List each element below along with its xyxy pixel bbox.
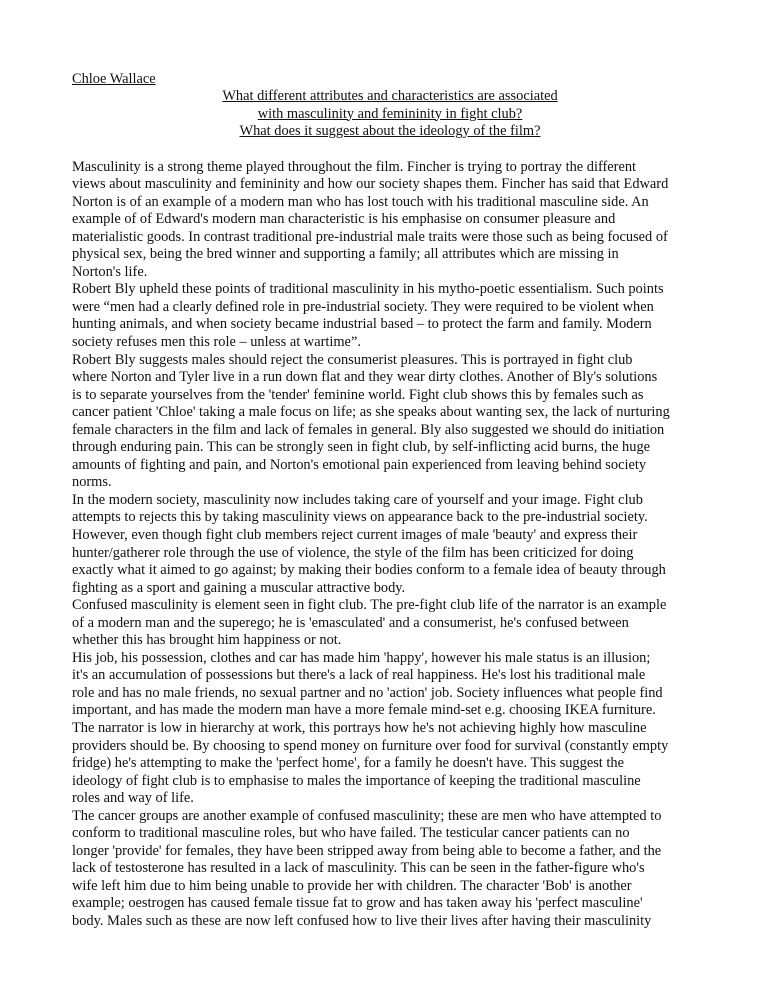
body-text-line: body. Males such as these are now left confused how to live their lives after having their masculinity bbox=[72, 913, 652, 930]
body-text-line: female characters in the film and lack of females in general. Bly also suggested we should do initiation bbox=[72, 421, 665, 438]
body-text-line: were “men had a clearly defined role in pre-industrial society. They were required to be violent when bbox=[72, 298, 654, 315]
body-text-line: society refuses men this role – unless at wartime”. bbox=[72, 333, 361, 350]
body-text-line: through enduring pain. This can be strongly seen in fight club, by self-inflicting acid burns, the huge bbox=[72, 439, 651, 456]
body-text-line: role and has no male friends, no sexual partner and no 'action' job. Society influences what people find bbox=[72, 684, 663, 701]
essay-question bbox=[72, 88, 702, 141]
essay-body bbox=[72, 159, 702, 931]
body-text-line: longer 'provide' for females, they have been stripped away from being able to become a father, and the bbox=[72, 842, 662, 859]
body-text-line: example of of Edward's modern man characteristic is his emphasise on consumer pleasure and bbox=[72, 211, 616, 228]
body-text-line: materialistic goods. In contrast traditional pre-industrial male traits were those such as being focused of bbox=[72, 228, 668, 245]
body-text-line: However, even though fight club members reject current images of male 'beauty' and express their bbox=[72, 526, 638, 543]
body-text-line: example; oestrogen has caused female tissue fat to grow and has taken away his 'perfect masculine' bbox=[72, 895, 643, 912]
body-text-line: ideology of fight club is to emphasise to males the importance of keeping the traditional masculine bbox=[72, 772, 641, 789]
body-text-line: hunting animals, and when society became industrial based – to protect the farm and family. Modern bbox=[72, 316, 652, 333]
body-text-line: roles and way of life. bbox=[72, 790, 194, 807]
body-text-line: hunter/gatherer role through the use of violence, the style of the film has been criticized for doing bbox=[72, 544, 634, 561]
body-text-line: physical sex, being the bred winner and supporting a family; all attributes which are missing in bbox=[72, 246, 619, 263]
document-page bbox=[72, 70, 702, 931]
body-text-line: lack of testosterone has resulted in a lack of masculinity. This can be seen in the father-figure who's bbox=[72, 860, 645, 877]
body-text-line: exactly what it aimed to go against; by making their bodies conform to a female idea of beauty through bbox=[72, 562, 666, 579]
body-text-line: Norton is of an example of a modern man who has lost touch with his traditional masculine side. An bbox=[72, 193, 649, 210]
body-text-line: The narrator is low in hierarchy at work, this portrays how he's not achieving highly how masculine bbox=[72, 720, 647, 736]
body-text-line: providers should be. By choosing to spend money on furniture over food for survival (constantly empty bbox=[72, 737, 669, 754]
question-line: What does it suggest about the ideology of the film? bbox=[239, 123, 541, 139]
body-text-line: His job, his possession, clothes and car has made him 'happy', however his male status is an illusion; bbox=[72, 649, 651, 666]
body-text-line: Norton's life. bbox=[72, 263, 148, 280]
body-text-line: important, and has made the modern man have a more female mind-set e.g. choosing IKEA furniture. bbox=[72, 702, 656, 719]
body-text-line: whether this has brought him happiness or not. bbox=[72, 632, 342, 649]
body-text-line: of a modern man and the superego; he is 'emasculated' and a consumerist, he's confused between bbox=[72, 614, 629, 631]
body-text-line: Confused masculinity is element seen in fight club. The pre-fight club life of the narrator is an example bbox=[72, 597, 667, 614]
body-text-line: it's an accumulation of possessions but there's a lack of real happiness. He's lost his traditional male bbox=[72, 667, 646, 684]
body-text-line: norms. bbox=[72, 474, 112, 491]
body-text-line: fridge) he's attempting to make the 'perfect home', for a family he doesn't have. This suggest the bbox=[72, 755, 624, 772]
body-text-line: fighting as a sport and gaining a muscular attractive body. bbox=[72, 579, 406, 596]
body-text-line: wife left him due to him being unable to provide her with children. The character 'Bob' is another bbox=[72, 877, 632, 894]
body-text-line: conform to traditional masculine roles, but who have failed. The testicular cancer patients can no bbox=[72, 825, 630, 842]
question-line: with masculinity and femininity in fight club? bbox=[257, 105, 523, 122]
author-name: Chloe Wallace bbox=[72, 71, 156, 87]
body-text-line: attempts to rejects this by taking masculinity views on appearance back to the pre-industrial society. bbox=[72, 509, 648, 526]
body-text-line: cancer patient 'Chloe' taking a male focus on life; as she speaks about wanting sex, the lack of nurturing bbox=[72, 404, 670, 421]
body-text-line: amounts of fighting and pain, and Norton's emotional pain experienced from leaving behind society bbox=[72, 456, 647, 473]
body-text-line: where Norton and Tyler live in a run down flat and they wear dirty clothes. Another of Bly's solutions bbox=[72, 369, 658, 386]
body-text-line: is to separate yourselves from the 'tender' feminine world. Fight club shows this by females such as bbox=[72, 386, 644, 403]
question-line: What different attributes and characteristics are associated bbox=[222, 88, 558, 104]
body-text-line: In the modern society, masculinity now includes taking care of yourself and your image. Fight club bbox=[72, 491, 643, 508]
body-text-line: views about masculinity and femininity and how our society shapes them. Fincher has said that Edward bbox=[72, 176, 669, 193]
body-text-line: The cancer groups are another example of confused masculinity; these are men who have attempted to bbox=[72, 807, 662, 824]
body-text-line: Masculinity is a strong theme played throughout the film. Fincher is trying to portray the different bbox=[72, 158, 637, 175]
body-text-line: Robert Bly suggests males should reject the consumerist pleasures. This is portrayed in fight club bbox=[72, 351, 633, 368]
body-text-line: Robert Bly upheld these points of traditional masculinity in his mytho-poetic essentialism. Such points bbox=[72, 281, 664, 298]
